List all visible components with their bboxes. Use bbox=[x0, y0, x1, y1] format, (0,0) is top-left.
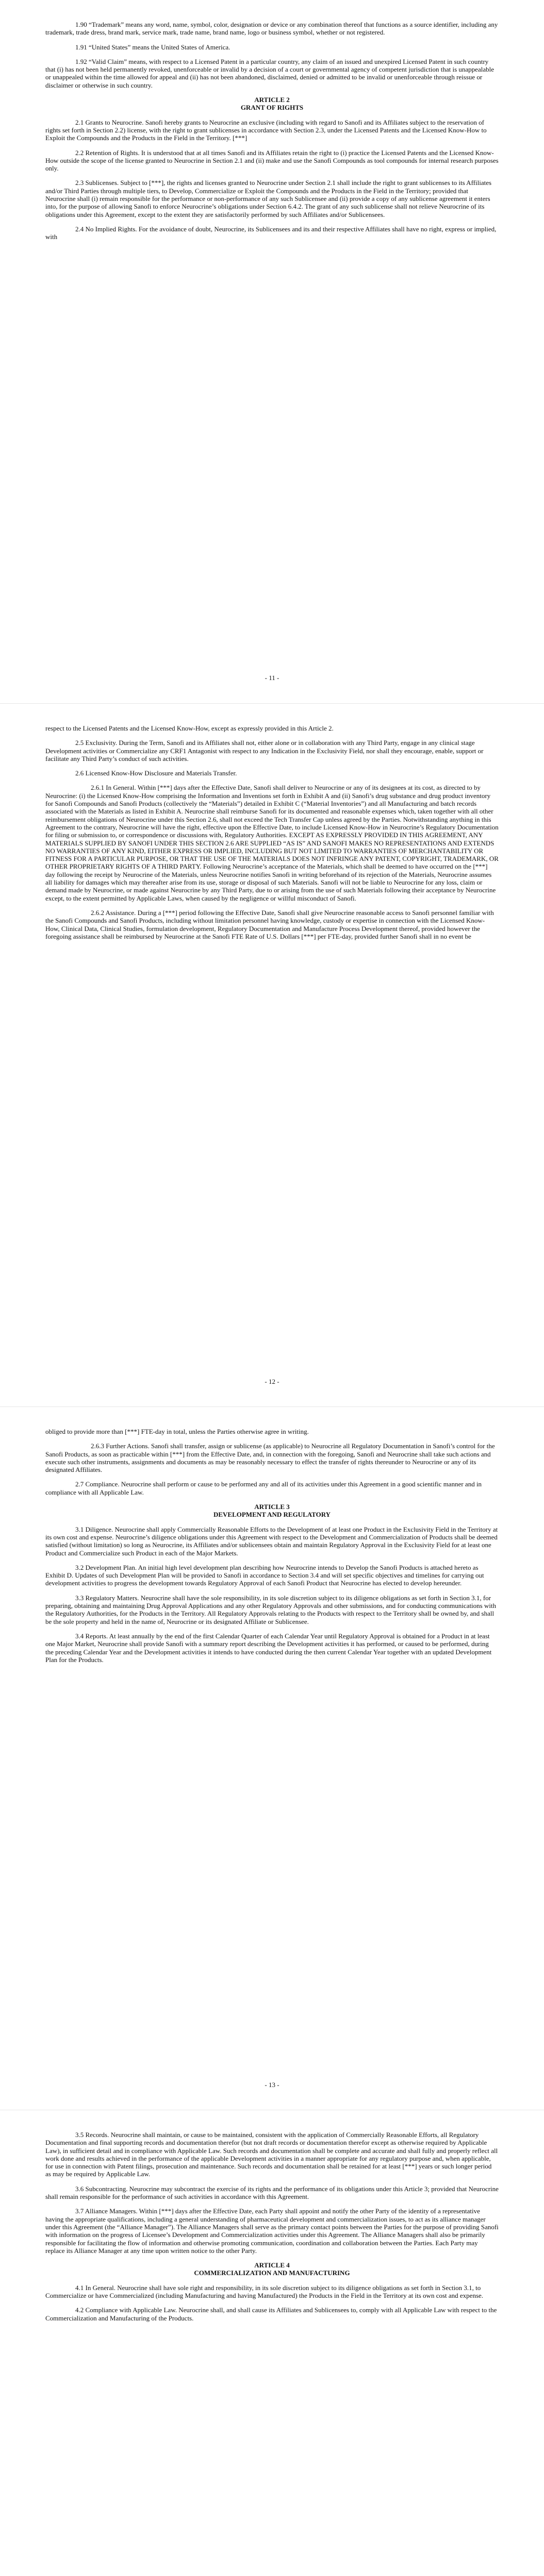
page-14 bbox=[0, 2110, 544, 2576]
article-2-heading: ARTICLE 2 bbox=[254, 96, 290, 104]
paragraph-1-91: 1.91 “United States” means the United States of America. bbox=[75, 43, 230, 51]
page-number: - 13 - bbox=[265, 2081, 279, 2089]
paragraph-2-6-3: 2.6.3 Further Actions. Sanofi shall transfer, assign or sublicense (as applicable) to Neurocrine all Regulatory Documentation in Sanofi’s control for the Sanofi Products, as soon as practicable within [***] from the Effective Date, and, in connection with the foregoing, Sanofi and Neurocrine shall take such actions and execute such other instruments, assignments and documents as may be reasonably necessary to effect the transfer of rights thereunder to Neurocrine or any of its designated Affiliates. bbox=[45, 1442, 495, 1474]
paragraph-1-90: 1.90 “Trademark” means any word, name, symbol, color, designation or device or any combination thereof that functions as a source identifier, including any trademark, trade dress, brand mark, service mark, trade name, brand name, logo or business symbol, whether or not registered. bbox=[45, 21, 498, 37]
article-4-heading: ARTICLE 4 bbox=[254, 2261, 290, 2269]
article-2-title: GRANT OF RIGHTS bbox=[240, 104, 304, 112]
paragraph-2-4: 2.4 No Implied Rights. For the avoidance of doubt, Neurocrine, its Sublicensees and its and their respective Affiliates shall have no right, express or implied, with bbox=[45, 225, 497, 241]
paragraph-2-6-1: 2.6.1 In General. Within [***] days after the Effective Date, Sanofi shall deliver to Neurocrine or any of its designees at its cost, as directed to by Neurocrine: (i) the Licensed Know-How comprising the Information and Inventions set forth in Exhibit A and (ii) Sanofi’s drug substance and drug product inventory for Sanofi Compounds and Sanofi Products (collectively the “Materials”) detailed in Exhibit C (“Material Inventories”) and all Manufacturing and batch records associated with the Materials as listed in Exhibit A. Neurocrine shall reimburse Sanofi for its documented and reasonable expenses which, taken together with all other reimbursement obligations of Neurocrine under this Section 2.6, shall not exceed the Tech Transfer Cap unless agreed by the Parties. Notwithstanding anything in this Agreement to the contrary, Neurocrine will have the right, effective upon the Effective Date, to include Licensed Know-How in Neurocrine’s Regulatory Documentation for filing or submission to, or correspondence or discussions with, Regulatory Authorities. EXCEPT AS EXPRESSLY PROVIDED IN THIS AGREEMENT, ANY MATERIALS SUPPLIED BY SANOFI UNDER THIS SECTION 2.6 ARE SUPPLIED “AS IS” AND SANOFI MAKES NO REPRESENTATIONS AND EXTENDS NO WARRANTIES OF ANY KIND, EITHER EXPRESS OR IMPLIED, INCLUDING BUT NOT LIMITED TO WARRANTIES OF MERCHANTABILITY OR FITNESS FOR A PARTICULAR PURPOSE, OR THAT THE USE OF THE MATERIALS DOES NOT INFRINGE ANY PATENT, COPYRIGHT, TRADEMARK, OR OTHER PROPRIETARY RIGHTS OF A THIRD PARTY. Following Neurocrine’s acceptance of the Materials, which shall be deemed to have occurred on the [***] day following the receipt by Neurocrine of the Materials, unless Neurocrine notifies Sanofi in writing beforehand of its rejection of the Materials, Neurocrine assumes all liability for damages which may thereafter arise from its use, storage or disposal of such Materials. Sanofi will not be liable to Neurocrine for any loss, claim or demand made by Neurocrine, or made against Neurocrine by any Third Party, due to or arising from the use of such Materials following their acceptance by Neurocrine except, to the extent permitted by Applicable Laws, when caused by the negligence or willful misconduct of Sanofi. bbox=[45, 784, 499, 902]
page-11 bbox=[0, 0, 544, 703]
paragraph-4-2: 4.2 Compliance with Applicable Law. Neurocrine shall, and shall cause its Affiliates and Sublicensees to, comply with all Applicable Law with respect to the Commercialization and Manufacturing of the Products. bbox=[45, 2306, 497, 2322]
paragraph-2-2: 2.2 Retention of Rights. It is understood that at all times Sanofi and its Affiliates retain the right to (i) practice the Licensed Patents and the Licensed Know-How outside the scope of the license granted to Neurocrine in Section 2.1 and (ii) make and use the Sanofi Compounds as tool compounds for internal research purposes only. bbox=[45, 148, 499, 173]
paragraph-2-5: 2.5 Exclusivity. During the Term, Sanofi and its Affiliates shall not, either alone or in collaboration with any Third Party, engage in any clinical stage Development activities or Commercialize any CRF1 Antagonist with respect to any Indication in the Exclusivity Field, nor shall they encourage, enable, support or facilitate any Third Party’s conduct of such activities. bbox=[45, 739, 484, 762]
paragraph-4-1: 4.1 In General. Neurocrine shall have sole right and responsibility, in its sole discretion subject to its diligence obligations as set forth in Section 3.1, to Commercialize or have Commercialized (including Manufacturing and having Manufactured) the Products in the Field in the Territory at its own cost and expense. bbox=[45, 2283, 484, 2300]
page-number: - 12 - bbox=[265, 1378, 279, 1385]
paragraph-3-5: 3.5 Records. Neurocrine shall maintain, or cause to be maintained, consistent with the application of Commercially Reasonable Efforts, all Regulatory Documentation and final supporting records and documentation therefor (but not draft records or documentation therefor except as otherwise required by Applicable Law), in sufficient detail and in compliance with Applicable Law. Such records and documentation shall be complete and accurate and shall fully and properly reflect all work done and results achieved in the performance of the applicable Development activities in a manner appropriate for any regulatory purpose and, when applicable, for use in connection with Patent filings, prosecution and maintenance. Such records and documentation shall be retained for at least [***] years or such longer period as may be required by Applicable Law. bbox=[45, 2131, 498, 2178]
paragraph-2-3: 2.3 Sublicenses. Subject to [***], the rights and licenses granted to Neurocrine under Section 2.1 shall include the right to grant sublicenses to its Affiliates and/or Third Parties through multiple tiers, to Develop, Commercialize or Exploit the Compounds and the Products in the Field in the Territory; provided that Neurocrine shall (i) remain responsible for the performance or non-performance of any such Sublicensee and (ii) provide a copy of any sublicense agreement it enters into, for the purpose of allowing Sanofi to enforce Neurocrine’s obligations under Section 6.4.2. The grant of any such sublicense shall not relieve Neurocrine of its obligations under this Agreement, except to the extent they are satisfactorily performed by such Affiliates and/or Sublicensees. bbox=[45, 179, 492, 218]
article-3-title: DEVELOPMENT AND REGULATORY bbox=[213, 1511, 331, 1519]
paragraph-2-1: 2.1 Grants to Neurocrine. Sanofi hereby grants to Neurocrine an exclusive (including with regard to Sanofi and its Affiliates subject to the reservation of rights set forth in Section 2.2) license, with the right to grant sublicenses in accordance with Section 2.3, under the Licensed Patents and the Licensed Know-How to Exploit the Compounds and the Products in the Field in the Territory. [***] bbox=[45, 118, 487, 142]
paragraph-2-6: 2.6 Licensed Know-How Disclosure and Materials Transfer. bbox=[75, 769, 237, 777]
paragraph-2-7: 2.7 Compliance. Neurocrine shall perform or cause to be performed any and all of its activities under this Agreement in a good scientific manner and in compliance with all Applicable Law. bbox=[45, 1480, 482, 1496]
paragraph-3-7: 3.7 Alliance Managers. Within [***] days after the Effective Date, each Party shall appoint and notify the other Party of the identity of a representative having the appropriate qualifications, including a general understanding of pharmaceutical development and commercialization issues, to act as its alliance manager under this Agreement (the “Alliance Manager”). The Alliance Managers shall serve as the primary contact points between the Parties for the purpose of providing Sanofi with information on the progress of Licensee’s Development and Commercialization activities under this Agreement. The Alliance Managers shall also be primarily responsible for facilitating the flow of information and otherwise promoting communication, coordination and collaboration between the Parties. Each Party may replace its Alliance Manager at any time upon written notice to the other Party. bbox=[45, 2207, 499, 2255]
paragraph-2-6-2: 2.6.2 Assistance. During a [***] period following the Effective Date, Sanofi shall give Neurocrine reasonable access to Sanofi personnel familiar with the Sanofi Compounds and Sanofi Products, including without limitation personnel having knowledge, custody or expertise in connection with the Licensed Know-How, Clinical Data, Clinical Studies, formulation development, Regulatory Documentation and Manufacture Process Development thereof, provided however the foregoing assistance shall be reimbursed by Neurocrine at the Sanofi FTE Rate of U.S. Dollars [***] per FTE-day, provided further Sanofi shall in no event be bbox=[45, 908, 494, 940]
paragraph-3-3: 3.3 Regulatory Matters. Neurocrine shall have the sole responsibility, in its sole discretion subject to its diligence obligations as set forth in Section 3.1, for preparing, obtaining and maintaining Drug Approval Applications and any other Regulatory Approvals and other submissions, and for conducting communications with the Regulatory Authorities, for the Products in the Territory. All Regulatory Approvals relating to the Products with respect to the Territory shall be owned by, and shall be the sole property and held in the name of, Neurocrine or its designated Affiliate or Sublicensee. bbox=[45, 1594, 497, 1625]
paragraph-1-92: 1.92 “Valid Claim” means, with respect to a Licensed Patent in a particular country, any claim of an issued and unexpired Licensed Patent in such country that (i) has not been held permanently revoked, unenforceable or invalid by a decision of a court or governmental agency of competent jurisdiction that is unappealable or unappealed within the time allowed for appeal and (ii) has not been abandoned, disclaimed, denied or admitted to be invalid or unenforceable through reissue or disclaimer or otherwise in such country. bbox=[45, 57, 494, 89]
page-13 bbox=[0, 1406, 544, 2109]
page-number: - 11 - bbox=[265, 674, 279, 682]
paragraph-2-6-2-cont: obliged to provide more than [***] FTE-day in total, unless the Parties otherwise agree in writing. bbox=[45, 1428, 309, 1435]
paragraph-3-6: 3.6 Subcontracting. Neurocrine may subcontract the exercise of its rights and the performance of its obligations under this Article 3; provided that Neurocrine shall remain responsible for the performance of such activities in accordance with this Agreement. bbox=[45, 2184, 499, 2201]
paragraph-3-4: 3.4 Reports. At least annually by the end of the first Calendar Quarter of each Calendar Year until Regulatory Approval is obtained for a Product in at least one Major Market, Neurocrine shall provide Sanofi with a summary report describing the Development activities it has performed, or caused to be performed, during the preceding Calendar Year and the Development activities it intends to have conducted during the then current Calendar Year together with an updated Development Plan for the Products. bbox=[45, 1632, 492, 1664]
paragraph-3-1: 3.1 Diligence. Neurocrine shall apply Commercially Reasonable Efforts to the Development of at least one Product in the Exclusivity Field in the Territory at its own cost and expense. Neurocrine’s diligence obligations under this Agreement with respect to the Development and Commercialization of Products shall be deemed satisfied (without limitation) so long as Neurocrine, its Affiliates and/or sublicensees obtain and maintain Regulatory Approval in the Exclusivity Field for at least one Product and Commercialize such Product in each of the Major Markets. bbox=[45, 1525, 498, 1557]
article-4-title: COMMERCIALIZATION AND MANUFACTURING bbox=[194, 2269, 350, 2277]
paragraph-2-4-cont: respect to the Licensed Patents and the Licensed Know-How, except as expressly provided in this Article 2. bbox=[45, 724, 334, 732]
paragraph-3-2: 3.2 Development Plan. An initial high level development plan describing how Neurocrine intends to Develop the Sanofi Products is attached hereto as Exhibit D. Updates of such Development Plan will be provided to Sanofi in accordance to Section 3.4 and will set specific objectives and timelines for carrying out development activities to progress the development towards Regulatory Approval of each Sanofi Product that Neurocrine has elected to develop hereunder. bbox=[45, 1563, 484, 1587]
article-3-heading: ARTICLE 3 bbox=[254, 1503, 290, 1511]
page-12 bbox=[0, 703, 544, 1406]
